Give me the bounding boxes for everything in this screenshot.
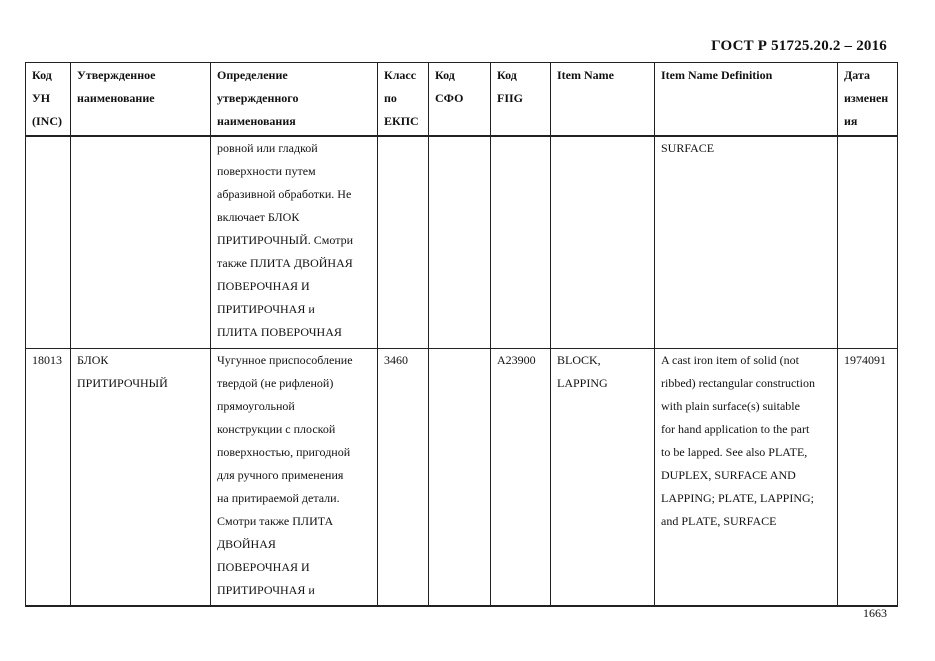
cell-definition: Чугунное приспособление твердой (не рифленой) прямоугольной конструкции с плоской поверхностью, пригодной для ручного применения на притираемой детали. Смотри также ПЛИТА ДВОЙНАЯ ПОВЕРОЧНАЯ И ПРИТИРОЧНАЯ и bbox=[211, 348, 378, 606]
table-row bbox=[26, 348, 898, 606]
cell-fiig bbox=[491, 136, 551, 348]
col-header-fiig: Код FIIG bbox=[491, 63, 551, 137]
cell-inc: 18013 bbox=[26, 348, 71, 606]
cell-approved-name bbox=[71, 136, 211, 348]
cell-inc bbox=[26, 136, 71, 348]
cell-approved-name: БЛОК ПРИТИРОЧНЫЙ bbox=[71, 348, 211, 606]
cell-date: 1974091 bbox=[838, 348, 898, 606]
col-header-approved-name: Утвержденное наименование bbox=[71, 63, 211, 137]
cell-item-name bbox=[551, 136, 655, 348]
cell-definition: ровной или гладкой поверхности путем абразивной обработки. Не включает БЛОК ПРИТИРОЧНЫЙ. Смотри также ПЛИТА ДВОЙНАЯ ПОВЕРОЧНАЯ И ПРИТИРОЧНАЯ и ПЛИТА ПОВЕРОЧНАЯ bbox=[211, 136, 378, 348]
col-header-definition: Определение утвержденного наименования bbox=[211, 63, 378, 137]
cell-item-name: BLOCK, LAPPING bbox=[551, 348, 655, 606]
cell-class bbox=[378, 136, 429, 348]
table-header-row bbox=[26, 63, 898, 137]
col-header-date: Дата изменен ия bbox=[838, 63, 898, 137]
cell-item-name-definition: SURFACE bbox=[655, 136, 838, 348]
cell-class: 3460 bbox=[378, 348, 429, 606]
standard-designation: ГОСТ Р 51725.20.2 – 2016 bbox=[711, 38, 887, 54]
col-header-sfo: Код СФО bbox=[429, 63, 491, 137]
cell-fiig: A23900 bbox=[491, 348, 551, 606]
table-row bbox=[26, 136, 898, 348]
col-header-inc: Код УН (INC) bbox=[26, 63, 71, 137]
col-header-class: Класс по ЕКПС bbox=[378, 63, 429, 137]
cell-date bbox=[838, 136, 898, 348]
cell-sfo bbox=[429, 136, 491, 348]
page-number: 1663 bbox=[863, 606, 887, 620]
col-header-item-name-definition: Item Name Definition bbox=[655, 63, 838, 137]
col-header-item-name: Item Name bbox=[551, 63, 655, 137]
cell-sfo bbox=[429, 348, 491, 606]
nomenclature-table bbox=[25, 62, 898, 607]
cell-item-name-definition: A cast iron item of solid (not ribbed) rectangular construction with plain surface(s) suitable for hand application to the part to be lapped. See also PLATE, DUPLEX, SURFACE AND LAPPING; PLATE, LAPPING; and PLATE, SURFACE bbox=[655, 348, 838, 606]
